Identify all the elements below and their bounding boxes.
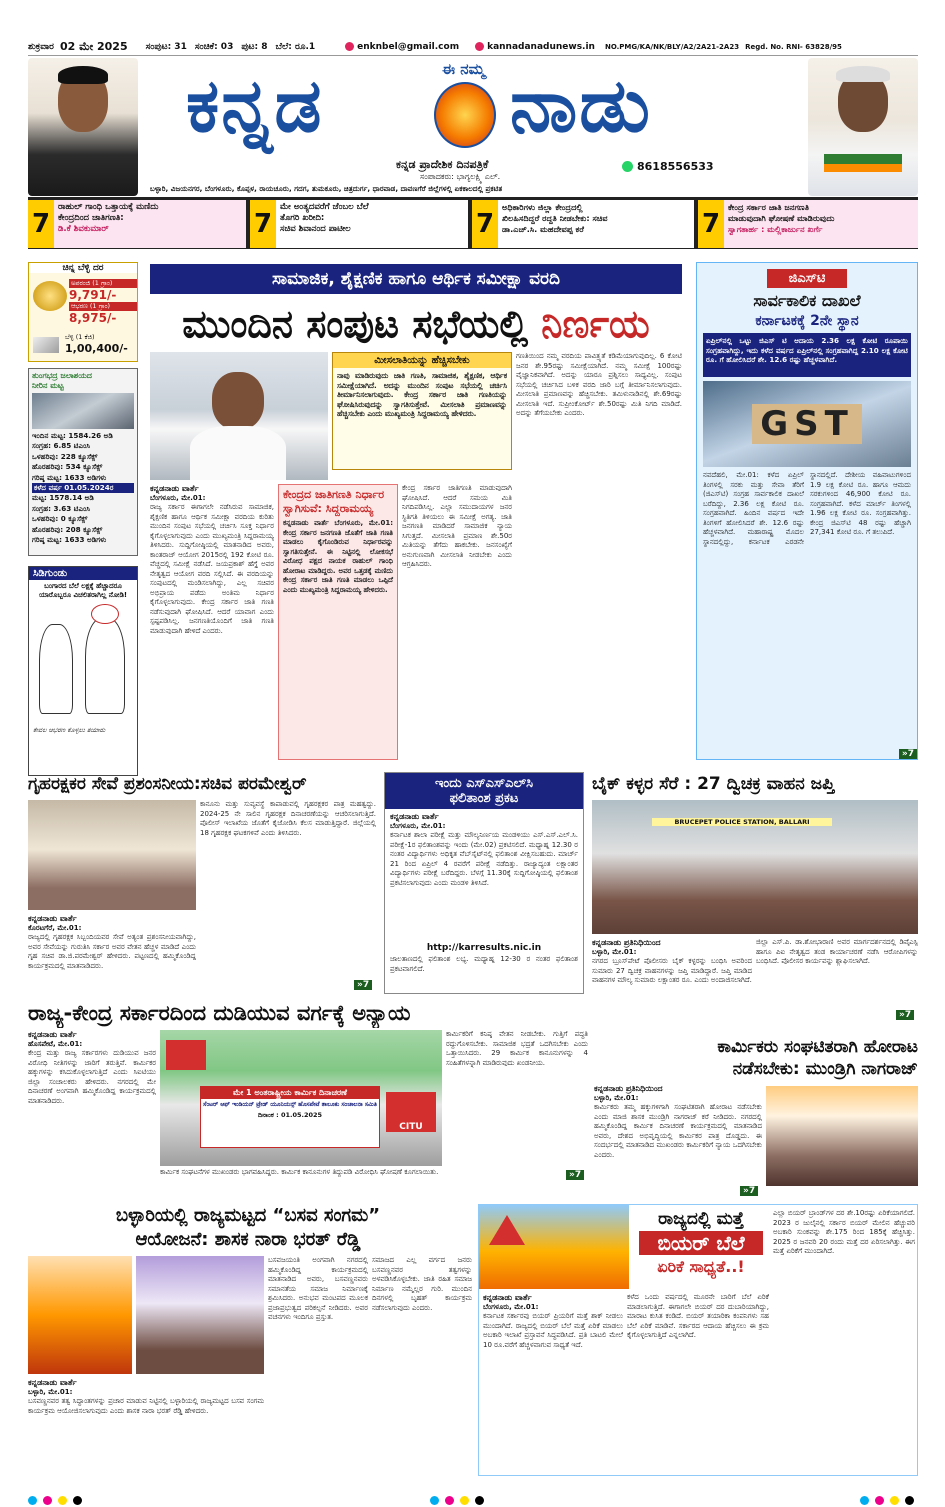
lead-headline [150,298,682,350]
dam-row: ಸಂಗ್ರಹ: 3.63 ಟಿಎಂಸಿ [32,503,91,513]
nagaraj-photo [766,1086,918,1186]
gst-image-text: GST [752,404,862,444]
teaser-3-line1: ಅಧಿಕಾರಿಗಳು ಜಿಲ್ಲಾ ಕೇಂದ್ರದಲ್ಲಿ [502,202,583,212]
cartoon-drawing [33,604,133,724]
banner-subtitle: ಸೆಂಟರ್ ಆಫ್ ಇಂಡಿಯನ್ ಟ್ರೇಡ್ ಯೂನಿಯನ್ಸ್ ಹೊಸಪೇಟೆ ತಾಲೂಕು ಸಂಚಾಲನಾ ಸಮಿತಿ [203,1101,377,1108]
gold-24k-label: ಅಪರಂಜಿ (1 ಗ್ರಾಂ) [69,279,137,288]
sslc-dateline: ಬೆಂಗಳೂರು, ಮೇ.01: [390,822,446,830]
info-bar [28,38,918,56]
bikes-continued[interactable]: »7 [896,1010,914,1020]
districts-line: ಬಳ್ಳಾರಿ, ವಿಜಯನಗರ, ಬೆಂಗಳೂರು, ಕೊಪ್ಪಳ, ರಾಯಚೂರು, ಗದಗ, ತುಮಕೂರು, ಚಿತ್ರದುರ್ಗ, ಧಾರವಾಡ, ದಾವಣಗೆರೆ ಜಿಲ್ಲೆಗಳಲ್ಲಿ ಏಕಕಾಲದಲ್ಲಿ ಪ್ರಕಟಿತ [150,184,503,193]
lead-col-3 [516,352,682,760]
title-left: ಕನ್ನಡ [186,63,324,149]
lead-headline-accent: ನಿರ್ಣಯ [541,302,650,346]
gst-image [703,381,911,467]
gold-22k-value: 8,975/- [69,311,117,325]
bikes-col-2 [756,938,918,994]
basava-photo-2 [136,1256,264,1374]
portrait-right [808,58,918,196]
lead-body-3: ಗಣತಿಯಿಂದ ನಮ್ಮ ವರದಿಯ ಪಾವಿತ್ರ್ಯತೆ ಕಡಿಮೆಯಾಗುವುದಿಲ್ಲ. 6 ಕೋಟಿ ಜನರ ಶೇ.95ರಷ್ಟು ಸಮೀಕ್ಷೆಯಾಗಿದೆ. ನಮ್ಮ ಸಮೀಕ್ಷೆ 100ರಷ್ಟು ವೈಜ್ಞಾನಿಕವಾಗಿದೆ. ಅದನ್ನು ಯಾರೂ ಪ್ರಶ್ನಿಸಲು ಸಾಧ್ಯವಿಲ್ಲ. ಸಂಪುಟ ಸಭೆಯಲ್ಲಿ ಚರ್ಚಿಸಿದ ಬಳಿಕ ವರದಿ ಜಾರಿ ಬಗ್ಗೆ ತೀರ್ಮಾನಿಸಲಾಗುವುದು. ಮೀಸಲಾತಿ ಪ್ರಮಾಣವನ್ನು ಹೆಚ್ಚಿಸಬೇಕು. ತಮಿಳುನಾಡಿನಲ್ಲಿ ಶೇ.69ರಷ್ಟು ಮೀಸಲಾತಿ ಇದೆ. ಸುಪ್ರೀಂಕೋರ್ಟ್ ಶೇ.50ರಷ್ಟು ಮಿತಿ ನಿಗದಿ ಮಾಡಿದೆ. ಅದನ್ನು ತೆಗೆಯಬೇಕು ಎಂದರು. [516,352,682,417]
registration-dot [460,1496,469,1505]
teaser-3-line3: ಡಾ.ಎಚ್.ಸಿ. ಮಹದೇವಪ್ಪ ಕರೆ [502,224,584,234]
gst-title-2: ಕರ್ನಾಟಕಕ್ಕೆ 2ನೇ ಸ್ಥಾನ [755,313,859,329]
bikes-col-1 [592,938,752,994]
cartoon-box [28,566,138,776]
home-guard-dateline: ಕೊರಟಗೆರೆ, ಮೇ.01: [28,924,82,932]
basava-photo-1 [28,1256,132,1374]
home-guard-headline: ಗೃಹರಕ್ಷಕರ ಸೇವೆ ಪ್ರಶಂಸನೀಯ:ಸಚಿವ ಪರಮೇಶ್ವರ್ [28,774,307,794]
home-guard-col-1 [28,914,196,994]
silver-value: 1,00,400/- [65,342,128,355]
nagaraj-body: ಕಾರ್ಮಿಕರು ತಮ್ಮ ಹಕ್ಕುಗಳಿಗಾಗಿ ಸಂಘಟಿತರಾಗಿ ಹೋರಾಟ ನಡೆಸಬೇಕು ಎಂದು ಮಾಜಿ ಶಾಸಕ ಮುಂಡ್ರಿಗಿ ನಾಗರಾಜ್ ಕರೆ ನೀಡಿದರು. ನಗರದಲ್ಲಿ ಹಮ್ಮಿಕೊಂಡಿದ್ದ ಕಾರ್ಮಿಕ ದಿನಾಚರಣೆ ಕಾರ್ಯಕ್ರಮದಲ್ಲಿ ಮಾತನಾಡಿದ ಅವರು, ದೇಶದ ಅಭಿವೃದ್ಧಿಯಲ್ಲಿ ಕಾರ್ಮಿಕರ ಪಾತ್ರ ದೊಡ್ಡದು. ಈ ಸಂದರ್ಭದಲ್ಲಿ ಮಾತನಾಡಿದ ಮುಖಂಡರು ಕಾರ್ಮಿಕರಿಗೆ ನ್ಯಾಯ ಒದಗಿಸಬೇಕು ಎಂದರು. [594,1103,762,1159]
issue-volume: ಸಂಪುಟ: 31 [145,41,187,52]
dam-row: ಹೊರಹರಿವು: 534 ಕ್ಯೂಸೆಕ್ಸ್ [32,462,103,472]
teaser-3-line2: ಖಿಲಹಿಸದಿದ್ದರೆ ರದ್ದತಿ ನೀಡಬೇಕು: ಸಚಿವ [502,213,608,223]
beer-arrow-icon [489,1215,525,1245]
beer-headline-3: ಏರಿಕೆ ಸಾಧ್ಯತೆ..! [657,1257,745,1276]
gst-summary: ಏಪ್ರಿಲ್‌ನಲ್ಲಿ ಒಟ್ಟು ಜಿಎಸ್ ಟಿ ಆದಾಯ 2.36 ಲಕ್ಷ ಕೋಟಿ ರೂಪಾಯಿ ಸಂಗ್ರಹವಾಗಿದ್ದು, ಇದು ಕಳೆದ ವರ್ಷದ ಏಪ್ರಿಲ್‌ನಲ್ಲಿ ಸಂಗ್ರಹವಾಗಿದ್ದ 2.10 ಲಕ್ಷ ಕೋಟಿ ರೂ. ಗೆ ಹೋಲಿಸಿದರೆ ಶೇ. 12.6 ರಷ್ಟು ಹೆಚ್ಚಳವಾಗಿದೆ. [703,333,911,377]
bikes-body: ನಗರದ ಬ್ರೂಸ್‌ಪೇಟೆ ಪೊಲೀಸರು ಬೈಕ್ ಕಳ್ಳರನ್ನು ಬಂಧಿಸಿ ಅವರಿಂದ ಸುಮಾರು 27 ದ್ವಿಚಕ್ರ ವಾಹನಗಳನ್ನು ಜಪ್ತಿ ಮಾಡಿದ್ದಾರೆ. ಜಪ್ತಿ ಮಾಡಿದ ವಾಹನಗಳ ಮೌಲ್ಯ ಸುಮಾರು ಲಕ್ಷಾಂತರ ರೂ. ಎಂದು ಅಂದಾಜಿಸಲಾಗಿದೆ. [592,957,752,984]
beer-headline-1: ರಾಜ್ಯದಲ್ಲಿ ಮತ್ತೆ [658,1209,744,1229]
whatsapp-icon [622,161,633,172]
lead-quote-title: ಮೀಸಲಾತಿಯನ್ನು ಹೆಚ್ಚಿಸಬೇಕು [333,353,511,368]
beer-col-2 [627,1293,769,1473]
sslc-url[interactable]: http://karresults.nic.in [426,943,542,953]
gst-box [696,262,918,760]
registration-dot [58,1496,67,1505]
nagaraj-continued[interactable]: »7 [740,1186,758,1196]
registration-dot [475,1496,484,1505]
dam-row: ಸಂಗ್ರಹ: 6.85 ಟಿಎಂಸಿ [32,441,91,451]
basava-col-3 [372,1256,472,1474]
basava-col-2 [268,1256,368,1474]
teaser-3[interactable] [472,200,694,248]
injustice-body: ಕೇಂದ್ರ ಮತ್ತು ರಾಜ್ಯ ಸರ್ಕಾರಗಳು ದುಡಿಯುವ ಜನರ ವಿರೋಧಿ ನೀತಿಗಳನ್ನು ಜಾರಿಗೆ ತರುತ್ತಿವೆ. ಕಾರ್ಮಿಕರ ಹಕ್ಕುಗಳನ್ನು ಕಸಿದುಕೊಳ್ಳಲಾಗುತ್ತಿದೆ ಎಂದು ಸಿಐಟಿಯು ಜಿಲ್ಲಾ ಸಂಚಾಲಕರು ಹೇಳಿದರು. ನಗರದಲ್ಲಿ ಮೇ ದಿನಾಚರಣೆ ಅಂಗವಾಗಿ ಹಮ್ಮಿಕೊಂಡಿದ್ದ ಕಾರ್ಯಕ್ರಮದಲ್ಲಿ ಮಾತನಾಡಿದರು. [28,1049,156,1105]
dam-row: ಇಂದಿನ ಮಟ್ಟ: 1584.26 ಅಡಿ [32,431,113,440]
injustice-body-2: ಕಾರ್ಮಿಕ ಸಂಘಟನೆಗಳ ಮುಖಂಡರು ಭಾಗವಹಿಸಿದ್ದರು. ಕಾರ್ಮಿಕ ಕಾನೂನುಗಳ ತಿದ್ದುಪಡಿ ವಿರೋಧಿಸಿ ಘೋಷಣೆ ಕೂಗಲಾಯಿತು. [160,1168,439,1176]
gold-22k-label: ಆಭರಣ (1 ಗ್ರಾಂ) [69,302,137,311]
teaser-2-page: 7 [250,200,276,248]
gold-title: ಚಿನ್ನ ಬೆಳ್ಳಿ ದರ [29,263,137,273]
sslc-title-1: ಇಂದು ಎಸ್‌ಎಸ್‌ಎಲ್‌ಸಿ [434,776,534,791]
lead-body-1: ರಾಜ್ಯ ಸರ್ಕಾರ ಈಗಾಗಲೇ ನಡೆಸಿರುವ ಸಾಮಾಜಿಕ, ಶೈಕ್ಷಣಿಕ ಹಾಗೂ ಆರ್ಥಿಕ ಸಮೀಕ್ಷಾ ವರದಿಯ ಕುರಿತು ಮುಂದಿನ ಸಂಪುಟ ಸಭೆಯಲ್ಲಿ ಚರ್ಚಿಸಿ ಸೂಕ್ತ ನಿರ್ಧಾರ ಕೈಗೊಳ್ಳಲಾಗುವುದು ಎಂದು ಮುಖ್ಯಮಂತ್ರಿ ಸಿದ್ದರಾಮಯ್ಯ ತಿಳಿಸಿದರು. ಸುದ್ದಿಗೋಷ್ಠಿಯಲ್ಲಿ ಮಾತನಾಡಿದ ಅವರು, ಕಾಂತರಾಜ್ ಆಯೋಗ 2015ರಲ್ಲಿ 192 ಕೋಟಿ ರೂ. ವೆಚ್ಚದಲ್ಲಿ ಸಮೀಕ್ಷೆ ನಡೆಸಿದೆ. ಜಯಪ್ರಕಾಶ್ ಹೆಗ್ಡೆ ಅವರ ನೇತೃತ್ವದ ಆಯೋಗ ವರದಿ ಸಲ್ಲಿಸಿದೆ. ಈ ವರದಿಯನ್ನು ಸಂಪುಟದಲ್ಲಿ ಮಂಡಿಸಲಾಗಿದ್ದು, ಎಲ್ಲ ಸಚಿವರ ಅಭಿಪ್ರಾಯ ಪಡೆದು ಅಂತಿಮ ನಿರ್ಧಾರ ಕೈಗೊಳ್ಳಲಾಗುವುದು. ಕೇಂದ್ರ ಸರ್ಕಾರ ಜಾತಿ ಗಣತಿ ನಡೆಸುವುದಾಗಿ ಘೋಷಿಸಿದೆ. ಆದರೆ ಯಾವಾಗ ಎಂದು ಸ್ಪಷ್ಟಪಡಿಸಿಲ್ಲ. ಜನಗಣತಿಯೊಂದಿಗೆ ಜಾತಿ ಗಣತಿ ಮಾಡುವುದಾಗಿ ಹೇಳಿದೆ ಎಂದರು. [150,503,274,635]
website-link[interactable]: kannadanadunews.in [487,41,595,52]
bikes-photo-sign: BRUCEPET POLICE STATION, BALLARI [652,818,832,826]
issue-price: ಬೆಲೆ: ರೂ.1 [275,41,316,52]
bikes-body-2: ಜಿಲ್ಲಾ ಎಸ್.ಪಿ. ಡಾ.ಶೋಭಾರಾಣಿ ಅವರ ಮಾರ್ಗದರ್ಶನದಲ್ಲಿ ಡಿವೈಎಸ್ಪಿ ಹಾಗೂ ಪಿಐ ನೇತೃತ್ವದ ತಂಡ ಕಾರ್ಯಾಚರಣೆ ನಡೆಸಿ ಆರೋಪಿಗಳನ್ನು ಬಂಧಿಸಿದೆ. ಪೊಲೀಸರ ಕಾರ್ಯವನ್ನು ಶ್ಲಾಘಿಸಲಾಗಿದೆ. [756,938,918,965]
teaser-4-page: 7 [698,200,724,248]
banner-date: ದಿನಾಂಕ : 01.05.2025 [257,1111,323,1119]
gold-24k-value: 9,791/- [69,288,117,302]
issue-pages: ಪುಟ: 8 [241,41,268,52]
gold-rate-box [28,262,138,362]
gst-body: ನವದೆಹಲಿ, ಮೇ.01: ಕಳೆದ ಏಪ್ರಿಲ್ ತಿಂಗಳಲ್ಲಿ ಸರಕು ಮತ್ತು ಸೇವಾ ತೆರಿಗೆ (ಜಿಎಸ್‌ಟಿ) ಸಂಗ್ರಹ ಸಾರ್ವಕಾಲಿಕ ದಾಖಲೆ ಬರೆದಿದ್ದು, 2.36 ಲಕ್ಷ ಕೋಟಿ ರೂ. ಸಂಗ್ರಹವಾಗಿದೆ. ಹಿಂದಿನ ವರ್ಷದ ಇದೇ ತಿಂಗಳಿಗೆ ಹೋಲಿಸಿದರೆ ಶೇ. 12.6 ರಷ್ಟು ಹೆಚ್ಚಳವಾಗಿದೆ. ಮಹಾರಾಷ್ಟ್ರ ಮೊದಲ ಸ್ಥಾನದಲ್ಲಿದ್ದು, ಕರ್ನಾಟಕ ಎರಡನೇ ಸ್ಥಾನದಲ್ಲಿದೆ. ದೇಶೀಯ ವಹಿವಾಟುಗಳಿಂದ 1.9 ಲಕ್ಷ ಕೋಟಿ ರೂ. ಹಾಗೂ ಆಮದು ಸರಕುಗಳಿಂದ 46,900 ಕೋಟಿ ರೂ. ಸಂಗ್ರಹವಾಗಿದೆ. ಕಳೆದ ಮಾರ್ಚ್ ತಿಂಗಳಲ್ಲಿ 1.96 ಲಕ್ಷ ಕೋಟಿ ರೂ. ಸಂಗ್ರಹವಾಗಿತ್ತು. ಕೇಂದ್ರ ಜಿಎಸ್‌ಟಿ 48 ರಷ್ಟು ಹೆಚ್ಚಾಗಿ 27,341 ಕೋಟಿ ರೂ. ಗೆ ತಲುಪಿದೆ. [703,471,911,546]
home-guard-body: ರಾಜ್ಯದಲ್ಲಿ ಗೃಹರಕ್ಷಕ ಸಿಬ್ಬಂದಿಯವರ ಸೇವೆ ಅತ್ಯಂತ ಪ್ರಶಂಸನೀಯವಾಗಿದ್ದು, ಅವರ ಸೇವೆಯನ್ನು ಗುರುತಿಸಿ ಸರ್ಕಾರ ಅವರ ವೇತನ ಹೆಚ್ಚಳ ಮಾಡಿದೆ ಎಂದು ಗೃಹ ಸಚಿವ ಡಾ.ಜಿ.ಪರಮೇಶ್ವರ್ ಹೇಳಿದರು. ಪಟ್ಟಣದಲ್ಲಿ ಹಮ್ಮಿಕೊಂಡಿದ್ದ ಕಾರ್ಯಕ್ರಮದಲ್ಲಿ ಮಾತನಾಡಿದರು. [28,933,196,970]
bikes-byline: ಕನ್ನಡನಾಡು ಪ್ರತಿನಿಧಿಯಿಂದ [592,938,661,947]
lead-sub-text: ಕನ್ನಡನಾಡು ವಾರ್ತೆ ಬೆಂಗಳೂರು, ಮೇ.01: ಕೇಂದ್ರ ಸರ್ಕಾರ ಜನಗಣತಿ ಜೊತೆಗೆ ಜಾತಿ ಗಣತಿ ಮಾಡಲು ಕೈಗೊಂಡಿರುವ ನಿರ್ಧಾರವನ್ನು ಸ್ವಾಗತಿಸುತ್ತೇನೆ. ಈ ನಿಟ್ಟಿನಲ್ಲಿ ಲೋಕಸಭೆ ವಿರೋಧ ಪಕ್ಷದ ನಾಯಕ ರಾಹುಲ್ ಗಾಂಧಿ ಹೋರಾಟ ಮಾಡಿದ್ದರು. ಅವರ ಒತ್ತಡಕ್ಕೆ ಮಣಿದು ಕೇಂದ್ರ ಸರ್ಕಾರ ಜಾತಿ ಗಣತಿ ಮಾಡಲು ಒಪ್ಪಿದೆ ಎಂದು ಮುಖ್ಯಮಂತ್ರಿ ಸಿದ್ದರಾಮಯ್ಯ ಹೇಳಿದರು. [283,519,393,594]
beer-body-2: ಕಳೆದ ಒಂದು ವರ್ಷದಲ್ಲಿ ಮೂರನೇ ಬಾರಿಗೆ ಬೆಲೆ ಏರಿಕೆ ಮಾಡಲಾಗುತ್ತಿದೆ. ಈಗಾಗಲೇ ಬಿಯರ್ ದರ ದುಬಾರಿಯಾಗಿದ್ದು, ಮಾರಾಟ ಕುಸಿತ ಕಂಡಿದೆ. ಬಿಯರ್ ತಯಾರಿಕಾ ಕಂಪನಿಗಳು ಸಹ ಬೆಲೆ ಏರಿಕೆ ಮಾಡಿವೆ. ಸರ್ಕಾರದ ಆದಾಯ ಹೆಚ್ಚಿಸಲು ಈ ಕ್ರಮ ಕೈಗೊಳ್ಳಲಾಗುತ್ತಿದೆ ಎನ್ನಲಾಗಿದೆ. [627,1293,769,1339]
dam-row: ಹೊರಹರಿವು: 208 ಕ್ಯೂಸೆಕ್ಸ್ [32,524,103,534]
tagline: ಕನ್ನಡ ಪ್ರಾದೇಶಿಕ ದಿನಪತ್ರಿಕೆ [396,158,489,171]
may-day-banner [200,1086,380,1148]
registration-dot [28,1496,37,1505]
masthead-title [180,60,770,160]
basava-dateline: ಬಳ್ಳಾರಿ, ಮೇ.01: [28,1388,73,1396]
teaser-1-line3: ಡಿ.ಕೆ ಶಿವಕುಮಾರ್ [58,224,109,234]
lead-kicker: ಸಾಮಾಜಿಕ, ಶೈಕ್ಷಣಿಕ ಹಾಗೂ ಆರ್ಥಿಕ ಸಮೀಕ್ಷಾ ವರದಿ [150,264,682,294]
basava-headline-2: ಆಯೋಜನೆ: ಶಾಸಕ ನಾರಾ ಭರತ್ ರೆಡ್ಡಿ [135,1229,361,1250]
dam-row: ಗರಿಷ್ಠ ಮಟ್ಟ: 1633 ಅಡಿಗಳು [32,535,107,545]
lead-dateline: ಬೆಂಗಳೂರು, ಮೇ.01: [150,494,206,502]
phone-block [622,160,714,173]
teaser-1-page: 7 [28,200,54,248]
bikes-dateline: ಬಳ್ಳಾರಿ, ಮೇ.01: [592,948,637,956]
title-small: ಈ ನಮ್ಮ [442,60,485,78]
injustice-col-1 [28,1030,156,1198]
portrait-left [28,58,138,196]
nagaraj-headline-1: ಕಾರ್ಮಿಕರು ಸಂಘಟಿತರಾಗಿ ಹೋರಾಟ [717,1037,918,1057]
citu-flag-text: CITU [399,1122,423,1132]
registration-dot [430,1496,439,1505]
basava-col-1 [28,1378,264,1474]
basava-headline [28,1204,468,1252]
injustice-byline: ಕನ್ನಡನಾಡು ವಾರ್ತೆ [28,1030,77,1039]
sslc-box [384,772,584,994]
sslc-byline: ಕನ್ನಡನಾಡು ವಾರ್ತೆ [390,812,439,821]
web-icon [475,42,484,51]
sslc-title-bg [385,773,583,809]
registration-dot [860,1496,869,1505]
teaser-4[interactable] [698,200,918,248]
teaser-2[interactable] [250,200,468,248]
basava-body: ಬಸವಣ್ಣನವರ ತತ್ವ ಸಿದ್ಧಾಂತಗಳನ್ನು ಪ್ರಚಾರ ಮಾಡುವ ನಿಟ್ಟಿನಲ್ಲಿ ಬಳ್ಳಾರಿಯಲ್ಲಿ ರಾಜ್ಯಮಟ್ಟದ ಬಸವ ಸಂಗಮ ಕಾರ್ಯಕ್ರಮ ಆಯೋಜಿಸಲಾಗುವುದು ಎಂದು ಶಾಸಕ ನಾರಾ ಭರತ್ ರೆಡ್ಡಿ ಹೇಳಿದರು. [28,1397,264,1415]
beer-headline-2: ಬಿಯರ್ ಬೆಲೆ [639,1231,763,1255]
registration-dot [890,1496,899,1505]
footer-dots-right [860,1490,920,1507]
registration-dot [875,1496,884,1505]
email-link[interactable]: enknbel@gmail.com [357,41,460,52]
dam-row: ಒಳಹರಿವು: 0 ಕ್ಯೂಸೆಕ್ಸ್ [32,514,88,524]
bikes-headline: ಬೈಕ್ ಕಳ್ಳರ ಸೆರೆ : 27 ದ್ವಿಚಕ್ರ ವಾಹನ ಜಪ್ತಿ [592,774,835,794]
basava-body-2: ಬಸವಜಯಂತಿ ಅಂಗವಾಗಿ ನಗರದಲ್ಲಿ ಹಮ್ಮಿಕೊಂಡಿದ್ದ ಕಾರ್ಯಕ್ರಮದಲ್ಲಿ ಮಾತನಾಡಿದ ಅವರು, ಬಸವಣ್ಣನವರು ಸಮಾನತೆಯ ಸಮಾಜ ನಿರ್ಮಾಣಕ್ಕೆ ಶ್ರಮಿಸಿದರು. ಅನುಭವ ಮಂಟಪದ ಮೂಲಕ ಪ್ರಜಾಪ್ರಭುತ್ವದ ಪರಿಕಲ್ಪನೆ ನೀಡಿದರು. ಅವರ ವಚನಗಳು ಇಂದಿಗೂ ಪ್ರಸ್ತುತ. [268,1256,368,1321]
registration-dot [73,1496,82,1505]
dam-photo [32,393,134,429]
beer-col-1 [483,1293,623,1473]
teaser-4-line1: ಕೇಂದ್ರ ಸರ್ಕಾರ ಜಾತಿ ಜನಗಣತಿ [728,202,810,212]
registration-dot [905,1496,914,1505]
issue-date: 02 ಮೇ 2025 [59,39,128,53]
issue-number: ಸಂಚಿಕೆ: 03 [194,41,234,52]
injustice-dateline: ಹೊಸಪೇಟೆ, ಮೇ.01: [28,1040,83,1048]
dam-row: ಗರಿಷ್ಠ ಮಟ್ಟ: 1633 ಅಡಿಗಳು [32,472,107,482]
basava-headline-1: ಬಳ್ಳಾರಿಯಲ್ಲಿ ರಾಜ್ಯಮಟ್ಟದ “ಬಸವ ಸಂಗಮ” [115,1205,381,1226]
gst-continued[interactable]: »7 [899,749,917,759]
cartoon-title: ಸಿಡಿಗುಂಡು [29,567,137,580]
gst-title-1: ಸಾರ್ವಕಾಲಿಕ ದಾಖಲೆ [753,291,861,310]
lead-col-2 [402,484,512,760]
footer-dots-left [28,1490,88,1507]
registration-dot [43,1496,52,1505]
teaser-4-line3: ಸ್ವಾಗತಾರ್ಹ : ಮಲ್ಲಿಕಾರ್ಜುನ ಖರ್ಗೆ [728,224,823,234]
basava-body-3: ಸಮಾಜದ ಎಲ್ಲ ವರ್ಗದ ಜನರು ಬಸವಣ್ಣನವರ ತತ್ವಗಳನ್ನು ಅಳವಡಿಸಿಕೊಳ್ಳಬೇಕು. ಜಾತಿ ರಹಿತ ಸಮಾಜ ನಿರ್ಮಾಣ ನಮ್ಮೆಲ್ಲರ ಗುರಿ. ಮುಂದಿನ ದಿನಗಳಲ್ಲಿ ಬೃಹತ್ ಕಾರ್ಯಕ್ರಮ ನಡೆಸಲಾಗುವುದು ಎಂದರು. [372,1256,472,1312]
nagaraj-col-1 [594,1084,762,1198]
sslc-body-2: ಜಾಲತಾಣದಲ್ಲಿ ಫಲಿತಾಂಶ ಲಭ್ಯ. ಮಧ್ಯಾಹ್ನ 12-30 ರ ನಂತರ ಫಲಿತಾಂಶ ಪ್ರಕಟವಾಗಲಿದೆ. [390,955,578,973]
lead-headline-main: ಮುಂದಿನ ಸಂಪುಟ ಸಭೆಯಲ್ಲಿ [182,302,542,346]
injustice-photo [160,1030,442,1166]
teaser-1[interactable] [28,200,246,248]
lead-photo-cm [150,352,328,480]
sslc-title-2: ಫಲಿತಾಂಶ ಪ್ರಕಟ [449,791,519,806]
lead-quote-text: ನಾವು ಮಾಡಿರುವುದು ಜಾತಿ ಗಣತಿ, ಸಾಮಾಜಿಕ, ಶೈಕ್ಷಣಿಕ, ಆರ್ಥಿಕ ಸಮೀಕ್ಷೆಯಾಗಿದೆ. ಅದನ್ನು ಮುಂದಿನ ಸಂಪುಟ ಸಭೆಯಲ್ಲಿ ಚರ್ಚಿಸಿ ತೀರ್ಮಾನಿಸಲಾಗುವುದು. ಕೇಂದ್ರ ಸರ್ಕಾರ ಜಾತಿ ಗಣತಿಯನ್ನು ಘೋಷಿಸಿರುವುದನ್ನು ಸ್ವಾಗತಿಸುತ್ತೇವೆ. ಮೀಸಲಾತಿ ಪ್ರಮಾಣವನ್ನು ಹೆಚ್ಚಿಸಬೇಕು ಎಂದು ಮುಖ್ಯಮಂತ್ರಿ ಸಿದ್ದರಾಮಯ್ಯ ಹೇಳಿದರು. [337,371,507,418]
bikes-photo [592,800,918,934]
silver-bar-icon [33,337,59,353]
teaser-2-line1: ಮೇ ಅಂತ್ಯದವರೆಗೆ ಜೆಂಬಲ ಬೆಲೆ [280,202,369,212]
sslc-body: ಕರ್ನಾಟಕ ಶಾಲಾ ಪರೀಕ್ಷೆ ಮತ್ತು ಮೌಲ್ಯನಿರ್ಣಯ ಮಂಡಳಿಯು ಎಸ್.ಎಸ್.ಎಲ್.ಸಿ. ಪರೀಕ್ಷೆ-1ರ ಫಲಿತಾಂಶವನ್ನು ಇಂದು (ಮೇ.02) ಪ್ರಕಟಿಸಲಿದೆ. ಮಧ್ಯಾಹ್ನ 12.30 ರ ನಂತರ ವಿದ್ಯಾರ್ಥಿಗಳು ಅಧಿಕೃತ ವೆಬ್‌ಸೈಟ್‌ನಲ್ಲಿ ಫಲಿತಾಂಶ ವೀಕ್ಷಿಸಬಹುದು. ಮಾರ್ಚ್ 21 ರಿಂದ ಏಪ್ರಿಲ್ 4 ರವರೆಗೆ ಪರೀಕ್ಷೆ ನಡೆದಿತ್ತು. ರಾಜ್ಯಾದ್ಯಂತ ಲಕ್ಷಾಂತರ ವಿದ್ಯಾರ್ಥಿಗಳು ಪರೀಕ್ಷೆ ಬರೆದಿದ್ದರು. ಬೆಳಗ್ಗೆ 11.30ಕ್ಕೆ ಸುದ್ದಿಗೋಷ್ಠಿಯಲ್ಲಿ ಫಲಿತಾಂಶ ಪ್ರಕಟಿಸಲಾಗುವುದು ಎಂದು ಮಂಡಳಿ ತಿಳಿಸಿದೆ. [390,831,578,887]
injustice-col-2 [160,1168,442,1198]
beer-image [479,1205,629,1289]
lead-sub-box [278,484,398,760]
beer-byline: ಕನ್ನಡನಾಡು ವಾರ್ತೆ [483,1293,532,1302]
dam-row: ಒಳಹರಿವು: 228 ಕ್ಯೂಸೆಕ್ಸ್ [32,451,98,461]
issue-day: ಶುಕ್ರವಾರ [28,41,54,52]
nagaraj-headline-2: ನಡೆಸಬೇಕು: ಮುಂಡ್ರಿಗಿ ನಾಗರಾಜ್ [732,1059,918,1079]
cartoon-speech: ಕೇವಲ ಆಭರಣ ಕೊಳ್ಳಲು ತಯಾರು [33,726,106,734]
beer-body-3: ಎಲ್ಲಾ ಬಿಯರ್ ಬ್ರಾಂಡ್‌ಗಳ ದರ ಶೇ.10ರಷ್ಟು ಏರಿಕೆಯಾಗಲಿದೆ. 2023 ರ ಜುಲೈನಲ್ಲಿ ಸರ್ಕಾರ ಬಿಯರ್ ಮೇಲಿನ ಹೆಚ್ಚುವರಿ ಅಬಕಾರಿ ಸುಂಕವನ್ನು ಶೇ.175 ರಿಂದ 185ಕ್ಕೆ ಹೆಚ್ಚಿಸಿತ್ತು. 2025 ರ ಜನವರಿ 20 ರಂದು ಮತ್ತೆ ದರ ಏರಿಸಲಾಗಿತ್ತು. ಈಗ ಮತ್ತೆ ಏರಿಕೆಗೆ ಮುಂದಾಗಿದೆ. [773,1209,915,1255]
karnataka-emblem-icon [434,82,496,148]
teaser-3-page: 7 [472,200,498,248]
gold-coins-icon [33,281,67,311]
injustice-headline: ರಾಜ್ಯ-ಕೇಂದ್ರ ಸರ್ಕಾರದಿಂದ ದುಡಿಯುವ ವರ್ಗಕ್ಕೆ ಅನ್ಯಾಯ [28,1001,411,1025]
teaser-1-line2: ಕೇಂದ್ರದಿಂದ ಜಾತಿಗಣತಿ: [58,213,124,223]
home-guard-photo [28,800,196,910]
cartoon-caption: ಬಂಗಾರದ ಬೆಲೆ ಲಕ್ಷಕ್ಕೆ ಹೆಚ್ಚಾದರೂ ಯಾರೊಬ್ಬರೂ ವಿಚಲಿತರಾಗಿಲ್ಲ ನೋಡಿ! [38,582,128,599]
editor-line: ಸಂಪಾದಕರು: ಭಾಗ್ಯಲಕ್ಷ್ಮಿ ಎಲ್. [420,172,501,181]
dam-title-2: ನೀರಿನ ಮಟ್ಟ [32,381,64,390]
beer-box [478,1204,918,1476]
registration-dot [445,1496,454,1505]
gst-kicker: ಜಿಎಸ್‌ಟಿ [767,269,847,288]
silver-label: ಬೆಳ್ಳಿ (1 ಕೆಜಿ) [65,333,95,341]
home-guard-col-2 [200,800,376,994]
teaser-1-line1: ರಾಹುಲ್ ಗಾಂಧಿ ಒತ್ತಾಯಕ್ಕೆ ಮಣಿದು [58,202,159,212]
beer-dateline: ಬೆಂಗಳೂರು, ಮೇ.01: [483,1303,539,1311]
home-guard-body-2: ಕಾನೂನು ಮತ್ತು ಸುವ್ಯವಸ್ಥೆ ಕಾಪಾಡುವಲ್ಲಿ ಗೃಹರಕ್ಷಕರ ಪಾತ್ರ ಮಹತ್ವದ್ದು. 2024-25 ನೇ ಸಾಲಿನ ಗೃಹರಕ್ಷಕ ದಿನಾಚರಣೆಯನ್ನು ಆಚರಿಸಲಾಗುತ್ತಿದೆ. ಪೊಲೀಸ್ ಇಲಾಖೆಯ ಜೊತೆಗೆ ಕೈಜೋಡಿಸಿ ಕೆಲಸ ಮಾಡುತ್ತಿದ್ದಾರೆ. ಜಿಲ್ಲೆಯಲ್ಲಿ 18 ಗೃಹರಕ್ಷಕ ಘಟಕಗಳಿವೆ ಎಂದು ತಿಳಿಸಿದರು. [200,800,376,837]
footer-dots-mid [430,1490,490,1507]
regd-number: NO.PMG/KA/NK/BLY/A2/2A21-2A23 [604,42,740,51]
email-icon [345,42,354,51]
rni-number: Regd. No. RNI- 63828/95 [745,42,842,51]
lead-body-2: ಕೇಂದ್ರ ಸರ್ಕಾರ ಜಾತಿಗಣತಿ ಮಾಡುವುದಾಗಿ ಘೋಷಿಸಿದೆ. ಆದರೆ ಸಮಯ ಮಿತಿ ನಿಗದಿಪಡಿಸಿಲ್ಲ. ಎಲ್ಲಾ ಸಮುದಾಯಗಳ ಜನರ ಸ್ಥಿತಿಗತಿ ತಿಳಿಯಲು ಈ ಸಮೀಕ್ಷೆ ಅಗತ್ಯ. ಜಾತಿ ಜನಗಣತಿ ಮಾಡಿದರೆ ಸಾಮಾಜಿಕ ನ್ಯಾಯ ಸಿಗುತ್ತದೆ. ಮೀಸಲಾತಿ ಪ್ರಮಾಣ ಶೇ.50ರ ಮಿತಿಯನ್ನು ತೆಗೆದು ಹಾಕಬೇಕು. ಜನಸಂಖ್ಯೆಗೆ ಅನುಗುಣವಾಗಿ ಮೀಸಲಾತಿ ನೀಡಬೇಕು ಎಂದು ಆಗ್ರಹಿಸಿದರು. [402,484,512,568]
injustice-continued[interactable]: »7 [566,1170,584,1180]
dam-title-1: ತುಂಗಭದ್ರ ಜಲಾಶಯದ [32,371,92,380]
teaser-2-line2: ತೊಗರಿ ಖರೀದಿ: [280,213,325,223]
injustice-body-3: ಕಾರ್ಮಿಕರಿಗೆ ಕನಿಷ್ಠ ವೇತನ ನೀಡಬೇಕು. ಗುತ್ತಿಗೆ ಪದ್ಧತಿ ರದ್ದುಗೊಳಿಸಬೇಕು. ಸಾಮಾಜಿಕ ಭದ್ರತೆ ಒದಗಿಸಬೇಕು ಎಂದು ಒತ್ತಾಯಿಸಿದರು. 29 ಕಾರ್ಮಿಕ ಕಾನೂನುಗಳನ್ನು 4 ಸಂಹಿತೆಗಳನ್ನಾಗಿ ಮಾಡಿರುವುದು ಖಂಡನೀಯ. [446,1030,588,1067]
phone-number[interactable]: 8618556533 [637,160,714,173]
beer-col-3 [773,1209,915,1473]
lead-quote-box [332,352,512,470]
title-right: ನಾಡು [510,63,652,149]
home-guard-continued[interactable]: »7 [354,980,372,990]
home-guard-byline: ಕನ್ನಡನಾಡು ವಾರ್ತೆ [28,914,77,923]
nagaraj-dateline: ಬಳ್ಳಾರಿ, ಮೇ.01: [594,1094,639,1102]
teaser-4-line2: ಮಾಡುವುದಾಗಿ ಘೋಷಣೆ ಮಾಡಿರುವುದು [728,213,835,223]
dam-box [28,368,138,556]
dam-row: ಕಳೆದ ವರ್ಷ 01.05.2024ರ [32,483,134,493]
lead-byline: ಕನ್ನಡನಾಡು ವಾರ್ತೆ [150,484,199,493]
lead-sub-title: ಕೇಂದ್ರದ ಜಾತಿಗಣತಿ ನಿರ್ಧಾರ ಸ್ವಾಗಿಸುವೆ: ಸಿದ್ದರಾಮಯ್ಯ [283,488,385,515]
banner-title: ಮೇ 1 ಅಂತರಾಷ್ಟ್ರೀಯ ಕಾರ್ಮಿಕ ದಿನಾಚರಣೆ [201,1087,379,1099]
nagaraj-headline [594,1036,918,1080]
basava-byline: ಕನ್ನಡನಾಡು ವಾರ್ತೆ [28,1378,77,1387]
dam-row: ಮಟ್ಟ: 1578.14 ಅಡಿ [32,493,94,503]
citu-flag-left [166,1040,206,1070]
beer-body: ಕರ್ನಾಟಕ ಸರ್ಕಾರವು ಬಿಯರ್ ಪ್ರಿಯರಿಗೆ ಮತ್ತೆ ಶಾಕ್ ನೀಡಲು ಮುಂದಾಗಿದೆ. ರಾಜ್ಯದಲ್ಲಿ ಬಿಯರ್ ಬೆಲೆ ಮತ್ತೆ ಏರಿಕೆ ಮಾಡಲು ಅಬಕಾರಿ ಇಲಾಖೆ ಪ್ರಸ್ತಾವನೆ ಸಿದ್ಧಪಡಿಸಿದೆ. ಪ್ರತಿ ಬಾಟಲಿ ಮೇಲೆ 10 ರೂ.ವರೆಗೆ ಹೆಚ್ಚಳವಾಗುವ ಸಾಧ್ಯತೆ ಇದೆ. [483,1312,623,1349]
lead-col-1 [150,484,274,760]
citu-flag-right [386,1092,436,1132]
teaser-2-line3: ಸಚಿವ ಶಿವಾನಂದ ಪಾಟೀಲ [280,224,351,234]
nagaraj-byline: ಕನ್ನಡನಾಡು ಪ್ರತಿನಿಧಿಯಿಂದ [594,1084,663,1093]
